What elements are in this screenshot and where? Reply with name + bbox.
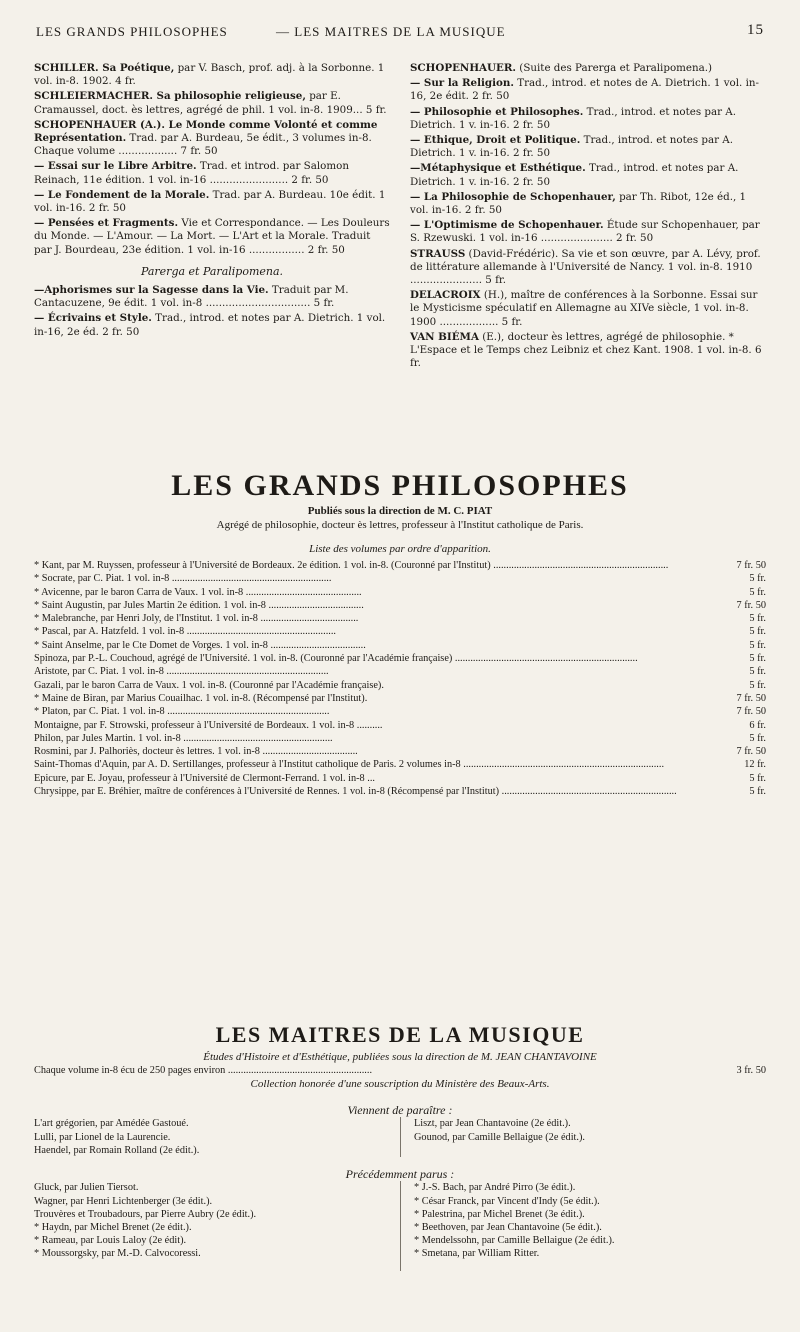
previous-title: Précédemment parus : <box>345 1167 455 1182</box>
catalog-entry: —Aphorismes sur la Sagesse dans la Vie. Traduit par M. Cantacuzene, 9e édit. 1 vol. in-8 ................................ 5 fr. <box>34 284 349 310</box>
maitres-section <box>34 1022 766 1273</box>
forthcoming-item: Lulli, par Lionel de la Laurencie. <box>34 1131 171 1143</box>
forthcoming-list <box>34 1117 766 1161</box>
forthcoming-item: Liszt, par Jean Chantavoine (2e édit.). <box>414 1118 571 1130</box>
catalog-entry: — Sur la Religion. Trad., introd. et notes de A. Dietrich. 1 vol. in-16, 2e édit. 2 fr. 50 <box>410 77 759 103</box>
grands-entry: Epicure, par E. Joyau, professeur à l'Université de Clermont-Ferrand. 1 vol. in-8 ... 5 fr. <box>34 772 766 784</box>
grands-entry: Aristote, par C. Piat. 1 vol. in-8 ............................................................... 5 fr. <box>34 666 766 678</box>
grands-entry: * Socrate, par C. Piat. 1 vol. in-8 .............................................................. 5 fr. <box>34 573 766 585</box>
forthcoming-title: Viennent de paraître : <box>347 1103 453 1118</box>
catalog-entry: SCHILLER. Sa Poétique, par V. Basch, prof. adj. à la Sorbonne. 1 vol. in-8. 1902. 4 fr. <box>34 62 385 88</box>
grands-entry: * Maine de Biran, par Marius Couailhac. 1 vol. in-8. (Récompensé par l'Institut). 7 fr. 50 <box>34 692 766 704</box>
grands-entry: Chrysippe, par E. Bréhier, maître de conférences à l'Université de Rennes. 1 vol. in-8 (Récompensé par l'Institut) .................................................................... 5 fr. <box>34 786 766 798</box>
grands-entry: * Saint Augustin, par Jules Martin 2e édition. 1 vol. in-8 ..................................... 7 fr. 50 <box>34 599 766 611</box>
previous-item: * J.-S. Bach, par André Pirro (3e édit.). <box>414 1182 576 1194</box>
catalog-entry: SCHLEIERMACHER. Sa philosophie religieuse, par E. Cramaussel, doct. ès lettres, agrégé de phil. 1 vol. in-8. 1909... 5 fr. <box>34 90 387 116</box>
catalog-entry: — Le Fondement de la Morale. Trad. par A. Burdeau. 10e édit. 1 vol. in-16. 2 fr. 50 <box>34 188 386 215</box>
running-head-right: LES MAITRES DE LA MUSIQUE <box>294 24 506 39</box>
previous-item: * Palestrina, par Michel Brenet (3e édit.). <box>414 1208 585 1220</box>
catalog-columns <box>34 62 766 457</box>
left-column <box>34 62 390 341</box>
grands-entry: * Avicenne, par le baron Carra de Vaux. 1 vol. in-8 ............................................. 5 fr. <box>34 586 766 598</box>
grands-title: LES GRANDS PHILOSOPHES <box>171 469 629 502</box>
catalog-entry: — L'Optimisme de Schopenhauer. Étude sur Schopenhauer, par S. Rzewuski. 1 vol. in-16 ...................... 2 fr. 50 <box>410 219 760 245</box>
grands-entry: * Saint Anselme, par le Cte Domet de Vorges. 1 vol. in-8 ..................................... 5 fr. <box>34 639 766 651</box>
page-number: 15 <box>747 22 764 38</box>
previous-item: * Smetana, par William Ritter. <box>414 1248 540 1260</box>
grands-list-title: Liste des volumes par ordre d'apparition. <box>309 543 491 555</box>
previous-item: * Haydn, par Michel Brenet (2e édit.). <box>34 1221 192 1233</box>
running-head-sep: — <box>276 24 290 39</box>
grands-entry: Saint-Thomas d'Aquin, par A. D. Sertillanges, professeur à l'Institut catholique de Paris. 2 volumes in-8 .............................................................................. 12 fr. <box>34 759 766 771</box>
forthcoming-item: Haendel, par Romain Rolland (2e édit.). <box>34 1144 200 1156</box>
previous-item: * Beethoven, par Jean Chantavoine (5e édit.). <box>414 1221 602 1233</box>
previous-item: * Mendelssohn, par Camille Bellaigue (2e édit.). <box>414 1235 615 1247</box>
grands-entry: Gazali, par le baron Carra de Vaux. 1 vol. in-8. (Couronné par l'Académie française). 5 fr. <box>34 679 766 691</box>
catalog-entry: STRAUSS (David-Frédéric). Sa vie et son œuvre, par A. Lévy, prof. de littérature allemande à l'Université de Nancy. 1 vol. in-8. 1910 ...................... 5 fr. <box>410 247 761 287</box>
catalog-entry: SCHOPENHAUER (A.). Le Monde comme Volonté et comme Représentation. Trad. par A. Burdeau, 5e édit., 3 volumes in-8. Chaque volume .................. 7 fr. 50 <box>34 118 378 158</box>
right-column <box>410 62 766 372</box>
catalog-entry: DELACROIX (H.), maître de conférences à la Sorbonne. Essai sur le Mysticisme spéculatif en Allemagne au XIVe siècle, 1 vol. in-8. 1900 .................. 5 fr. <box>410 289 758 328</box>
running-head-left: LES GRANDS PHILOSOPHES <box>36 24 228 39</box>
maitres-title: LES MAITRES DE LA MUSIQUE <box>215 1022 585 1047</box>
grands-entry: * Platon, par C. Piat. 1 vol. in-8 ............................................................... 7 fr. 50 <box>34 706 766 718</box>
parerga-heading: Parerga et Paralipomena. <box>140 264 284 278</box>
grands-entry: Philon, par Jules Martin. 1 vol. in-8 .......................................................... 5 fr. <box>34 732 766 744</box>
previous-item: Gluck, par Julien Tiersot. <box>34 1182 139 1194</box>
catalog-entry: — Essai sur le Libre Arbitre. Trad. et introd. par Salomon Reinach, 11e édition. 1 vol. in-16 ........................ 2 fr. 50 <box>34 160 349 186</box>
catalog-entry: —Métaphysique et Esthétique. Trad., introd. et notes par A. Dietrich. 1 v. in-16. 2 fr. 50 <box>410 162 739 188</box>
maitres-collection: Collection honorée d'une souscription du Ministère des Beaux-Arts. <box>250 1078 550 1091</box>
previous-item: Wagner, par Henri Lichtenberger (3e édit.). <box>34 1195 213 1207</box>
catalog-entry: — Philosophie et Philosophes. Trad., introd. et notes par A. Dietrich. 1 v. in-16. 2 fr. 50 <box>410 105 737 131</box>
grands-list <box>34 559 766 798</box>
previous-item: * César Franck, par Vincent d'Indy (5e édit.). <box>414 1195 600 1207</box>
previous-item: * Moussorgsky, par M.-D. Calvocoressi. <box>34 1248 201 1260</box>
grands-entry: * Kant, par M. Ruyssen, professeur à l'Université de Bordeaux. 2e édition. 1 vol. in-8. (Couronné par l'Institut) .................................................................... 7 fr. 50 <box>34 560 766 571</box>
grands-philosophes-section <box>34 470 766 798</box>
grands-entry: Spinoza, par P.-L. Couchoud, agrégé de l'Université. 1 vol. in-8. (Couronné par l'Académie française) ....................................................................... 5 fr. <box>34 653 766 665</box>
catalog-entry: SCHOPENHAUER. (Suite des Parerga et Paralipomena.) <box>410 62 713 74</box>
grands-entry: * Pascal, par A. Hatzfeld. 1 vol. in-8 .......................................................... 5 fr. <box>34 626 766 638</box>
running-head <box>36 24 764 46</box>
maitres-volume-line: Chaque volume in-8 écu de 250 pages environ ........................................................ 3 fr. 50 <box>34 1065 766 1076</box>
grands-subtitle: Agrégé de philosophie, docteur ès lettres, professeur à l'Institut catholique de Paris. <box>216 519 584 531</box>
grands-direction: Publiés sous la direction de M. C. PIAT <box>307 505 493 517</box>
catalog-entry: — Écrivains et Style. Trad., introd. et notes par A. Dietrich. 1 vol. in-16, 2e éd. 2 fr. 50 <box>34 312 386 338</box>
catalog-entry: — Pensées et Fragments. Vie et Correspondance. — Les Douleurs du Monde. — L'Amour. — La Mort. — L'Art et la Morale. Traduit par J. Bourdeau, 23e édition. 1 vol. in-16 ................. 2 fr. 50 <box>34 217 390 256</box>
previous-list <box>34 1181 766 1273</box>
previous-item: * Rameau, par Louis Laloy (2e édit). <box>34 1235 187 1247</box>
grands-entry: Montaigne, par F. Strowski, professeur à l'Université de Bordeaux. 1 vol. in-8 .......... 6 fr. <box>34 719 766 731</box>
maitres-subtitle: Études d'Histoire et d'Esthétique, publiées sous la direction de M. JEAN CHANTAVOINE <box>203 1051 597 1063</box>
forthcoming-item: Gounod, par Camille Bellaigue (2e édit.). <box>414 1131 585 1143</box>
catalog-entry: VAN BIÉMA (E.), docteur ès lettres, agrégé de philosophie. * L'Espace et le Temps chez Leibniz et chez Kant. 1908. 1 vol. in-8. 6 fr. <box>410 330 762 370</box>
previous-item: Trouvères et Troubadours, par Pierre Aubry (2e édit.). <box>34 1208 257 1220</box>
grands-entry: * Malebranche, par Henri Joly, de l'Institut. 1 vol. in-8 ...................................... 5 fr. <box>34 613 766 625</box>
forthcoming-item: L'art grégorien, par Amédée Gastoué. <box>34 1118 189 1130</box>
catalog-entry: — La Philosophie de Schopenhauer, par Th. Ribot, 12e éd., 1 vol. in-16. 2 fr. 50 <box>410 190 747 217</box>
catalog-entry: — Ethique, Droit et Politique. Trad., introd. et notes par A. Dietrich. 1 v. in-16. 2 fr. 50 <box>410 134 734 160</box>
grands-entry: Rosmini, par J. Palhoriès, docteur ès lettres. 1 vol. in-8 ..................................... 7 fr. 50 <box>34 746 766 758</box>
